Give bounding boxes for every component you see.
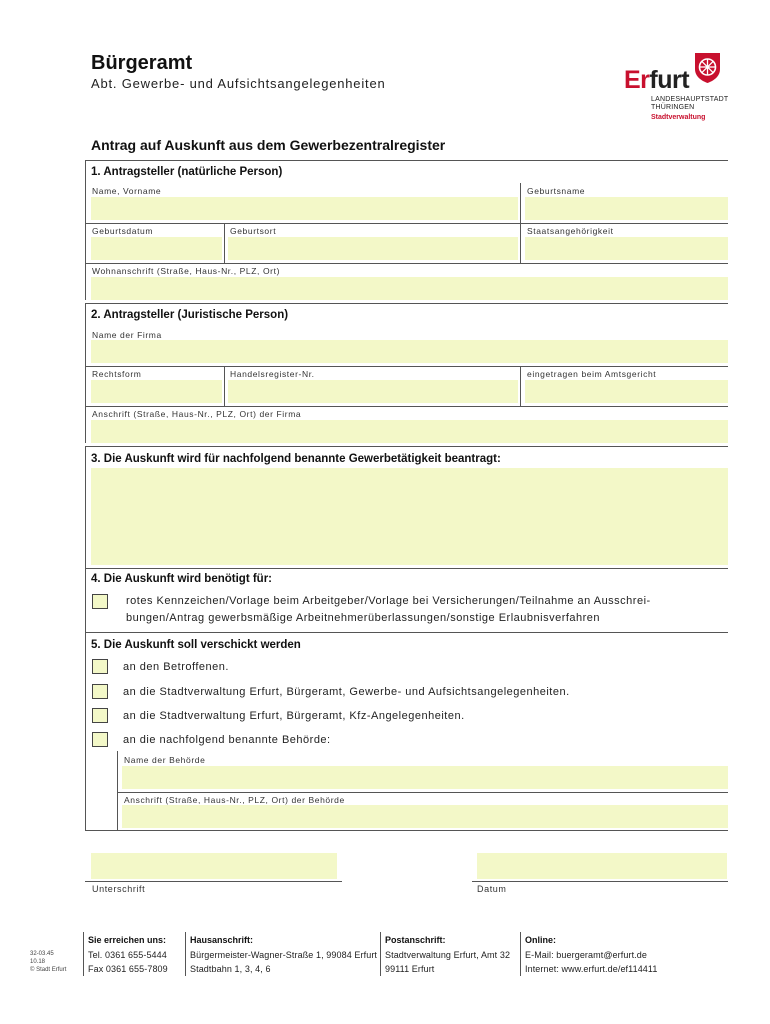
logo-subline-3: Stadtverwaltung [651, 114, 706, 121]
online-website-link[interactable]: Internet: www.erfurt.de/ef114411 [525, 964, 658, 974]
trade-register-field[interactable] [228, 380, 518, 403]
home-address-label: Wohnanschrift (Straße, Haus-Nr., PLZ, Ort) [92, 266, 281, 276]
footer-divider-2 [185, 932, 186, 976]
trade-activity-textarea[interactable] [91, 468, 728, 565]
form-code: 32-03.45 [30, 951, 54, 957]
section3-title: 3. Die Auskunft wird für nachfolgend benannte Gewerbetätigkeit beantragt: [91, 453, 501, 465]
form-version: 10.18 [30, 959, 46, 965]
form-title: Antrag auf Auskunft aus dem Gewerbezentralregister [91, 137, 446, 153]
signature-rule [85, 881, 342, 882]
section5-top-rule [85, 632, 728, 633]
birthplace-field[interactable] [228, 237, 518, 260]
footer-divider-3 [380, 932, 381, 976]
birthplace-label: Geburtsort [230, 226, 277, 236]
authority-row-rule [117, 792, 728, 793]
authority-name-field[interactable] [122, 766, 728, 789]
online-title: Online: [525, 935, 556, 945]
section2-title: 2. Antragsteller (Juristische Person) [91, 309, 289, 321]
send-to-affected-checkbox[interactable] [92, 659, 108, 674]
send-to-vehicle-office-checkbox[interactable] [92, 708, 108, 723]
company-address-label: Anschrift (Straße, Haus-Nr., PLZ, Ort) der Firma [92, 409, 302, 419]
send-to-trade-office-checkbox[interactable] [92, 684, 108, 699]
legal-form-label: Rechtsform [92, 369, 142, 379]
name-label: Name, Vorname [92, 186, 162, 196]
district-court-label: eingetragen beim Amtsgericht [527, 369, 657, 379]
section4-top-rule [85, 568, 728, 569]
footer-divider-1 [83, 932, 84, 976]
copyright: © Stadt Erfurt [30, 967, 67, 973]
section5-title: 5. Die Auskunft soll verschickt werden [91, 639, 301, 651]
purpose-option-line1: rotes Kennzeichen/Vorlage beim Arbeitgeber/Vorlage bei Versicherungen/Teilnahme an Ausschrei- [126, 595, 651, 607]
signature-label: Unterschrift [92, 884, 146, 894]
send-to-affected-label: an den Betroffenen. [123, 661, 229, 673]
section1-row2-divider-a [224, 223, 225, 263]
erfurt-logo-wordmark [624, 66, 689, 95]
house-address-transit: Stadtbahn 1, 3, 4, 6 [190, 964, 271, 974]
section5-bottom-rule [85, 830, 728, 831]
contact-title: Sie erreichen uns: [88, 935, 167, 945]
online-email-link[interactable]: E-Mail: buergeramt@erfurt.de [525, 950, 647, 960]
company-name-label: Name der Firma [92, 330, 162, 340]
signature-field[interactable] [91, 853, 337, 879]
send-to-vehicle-office-label: an die Stadtverwaltung Erfurt, Bürgeramt, Kfz-Angelegenheiten. [123, 710, 465, 722]
postal-address-line2: 99111 Erfurt [385, 964, 435, 974]
name-field[interactable] [91, 197, 518, 220]
logo-word-red: Er [624, 66, 650, 94]
date-rule [472, 881, 728, 882]
section2-row2-divider-b [520, 366, 521, 406]
birthdate-label: Geburtsdatum [92, 226, 154, 236]
nationality-label: Staatsangehörigkeit [527, 226, 614, 236]
send-to-authority-label: an die nachfolgend benannte Behörde: [123, 734, 331, 746]
section1-row3-rule [85, 263, 728, 264]
nationality-field[interactable] [525, 237, 728, 260]
section1-left-rule [85, 160, 86, 300]
section2-left-rule [85, 303, 86, 443]
logo-word-dark: furt [649, 66, 690, 94]
section4-left-rule [85, 568, 86, 632]
section2-row3-rule [85, 406, 728, 407]
section1-top-rule [85, 160, 728, 161]
purpose-option-line2: bungen/Antrag gewerbsmäßige Arbeitnehmerüberlassungen/sonstige Erlaubnisverfahren [126, 612, 601, 624]
footer-divider-4 [520, 932, 521, 976]
authority-address-field[interactable] [122, 805, 728, 828]
house-address-title: Hausanschrift: [190, 935, 254, 945]
date-label: Datum [477, 884, 507, 894]
postal-address-title: Postanschrift: [385, 935, 446, 945]
authority-left-rule [117, 751, 118, 830]
authority-name-label: Name der Behörde [124, 755, 206, 765]
birthname-field[interactable] [525, 197, 728, 220]
authority-address-label: Anschrift (Straße, Haus-Nr., PLZ, Ort) der Behörde [124, 795, 345, 805]
section5-left-rule [85, 632, 86, 830]
section2-row2-divider-a [224, 366, 225, 406]
birthname-label: Geburtsname [527, 186, 586, 196]
section3-top-rule [85, 446, 728, 447]
section1-row2-divider-b [520, 223, 521, 263]
home-address-field[interactable] [91, 277, 728, 300]
section1-title: 1. Antragsteller (natürliche Person) [91, 166, 283, 178]
purpose-checkbox[interactable] [92, 594, 108, 609]
contact-phone: Tel. 0361 655-5444 [88, 950, 167, 960]
section3-left-rule [85, 446, 86, 568]
section1-row2-rule [85, 223, 728, 224]
section2-top-rule [85, 303, 728, 304]
send-to-trade-office-label: an die Stadtverwaltung Erfurt, Bürgeramt, Gewerbe- und Aufsichtsangelegenheiten. [123, 686, 570, 698]
postal-address-line1: Stadtverwaltung Erfurt, Amt 32 [385, 950, 511, 960]
logo-subline-2: THÜRINGEN [651, 104, 695, 111]
trade-register-label: Handelsregister-Nr. [230, 369, 315, 379]
house-address-street: Bürgermeister-Wagner-Straße 1, 99084 Erfurt [190, 950, 378, 960]
section2-row2-rule [85, 366, 728, 367]
date-field[interactable] [477, 853, 727, 879]
section4-title: 4. Die Auskunft wird benötigt für: [91, 573, 273, 585]
department-subtitle: Abt. Gewerbe- und Aufsichtsangelegenheiten [91, 76, 386, 91]
contact-fax: Fax 0361 655-7809 [88, 964, 168, 974]
send-to-authority-checkbox[interactable] [92, 732, 108, 747]
city-wheel-shield-icon [694, 52, 721, 84]
company-address-field[interactable] [91, 420, 728, 443]
page-title: Bürgeramt [91, 52, 193, 74]
legal-form-field[interactable] [91, 380, 222, 403]
logo-subline-1: LANDESHAUPTSTADT [651, 96, 729, 103]
birthdate-field[interactable] [91, 237, 222, 260]
section1-row1-divider [520, 183, 521, 223]
district-court-field[interactable] [525, 380, 728, 403]
company-name-field[interactable] [91, 340, 728, 363]
